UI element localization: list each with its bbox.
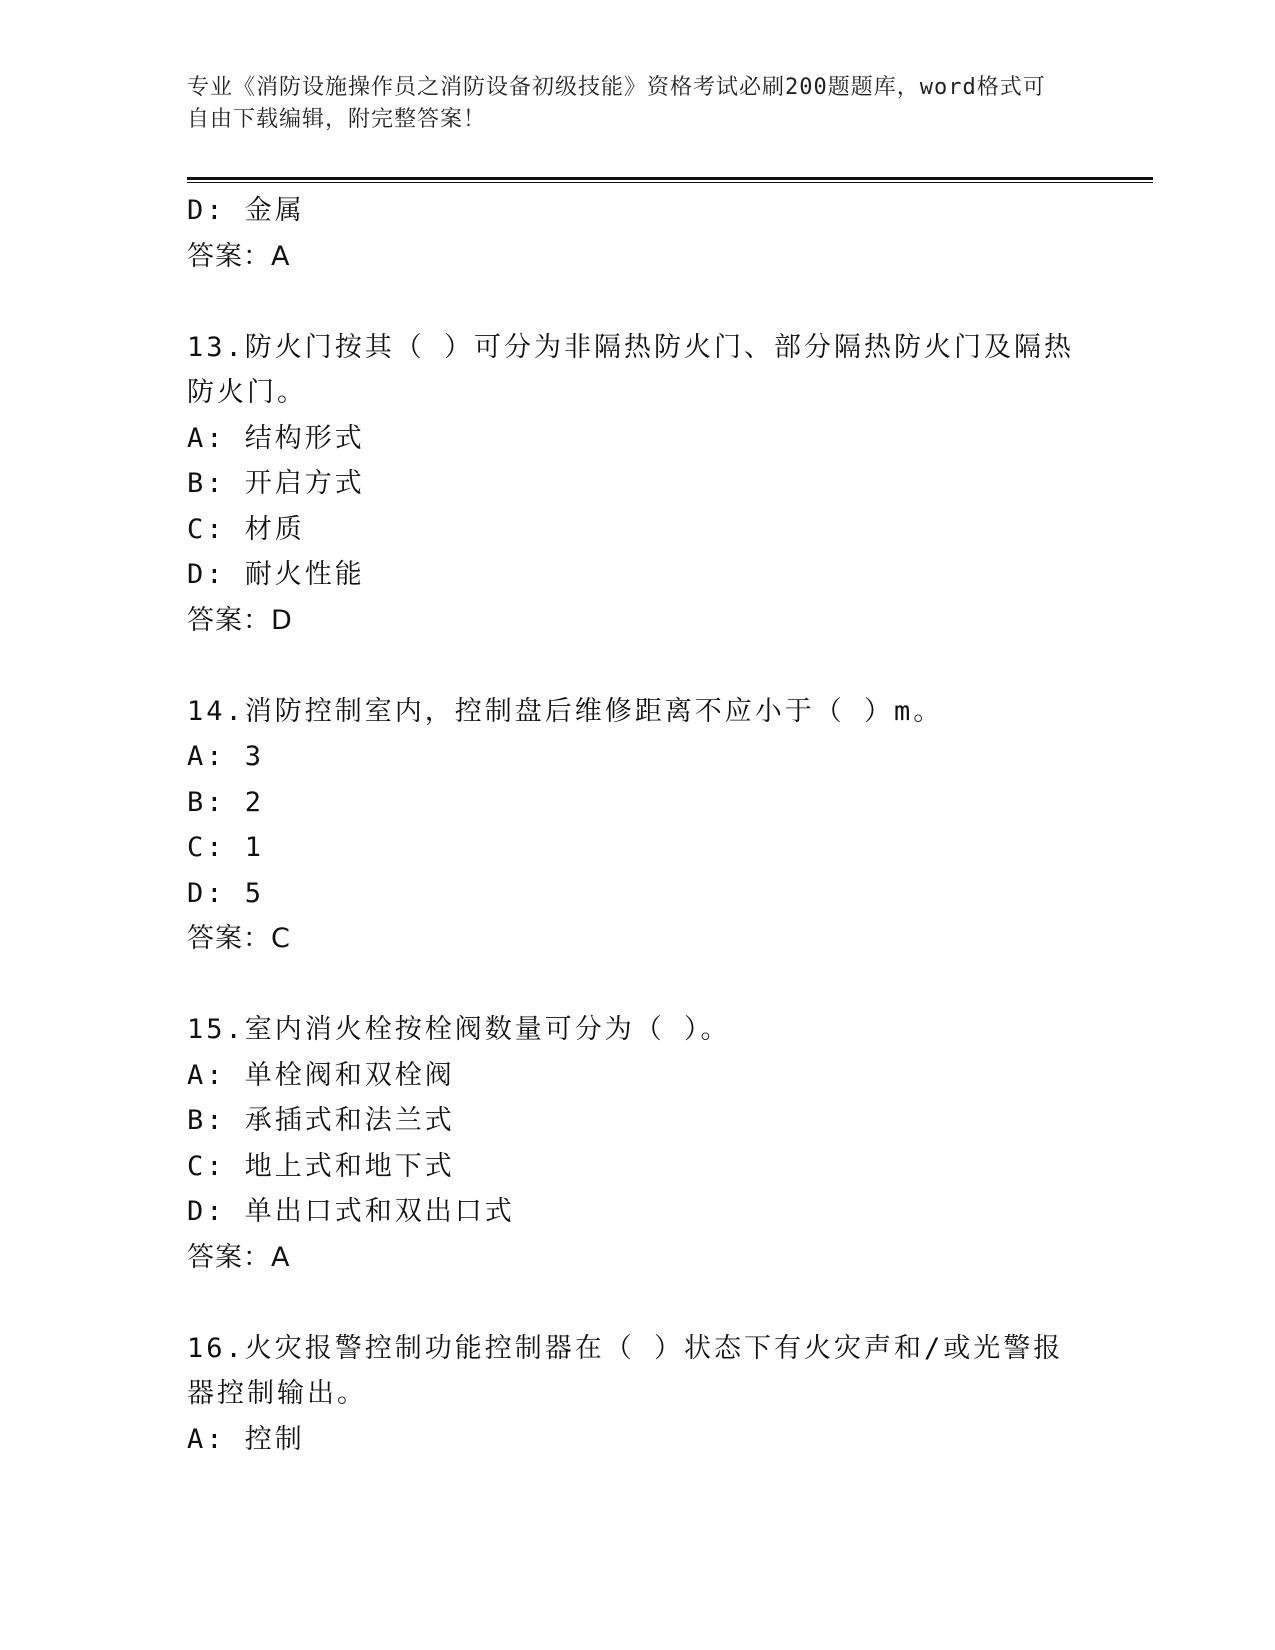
question-16-option-a: A: 控制 (187, 1423, 305, 1455)
question-14-answer: 答案：C (187, 923, 291, 954)
question-15-option-d: D: 单出口式和双出口式 (187, 1196, 515, 1227)
spacer (187, 962, 1087, 1008)
header-title: 专业《消防设施操作员之消防设备初级技能》资格考试必刷200题题库，word格式可自由下载编辑，附完整答案！ (187, 75, 1046, 132)
spacer (187, 643, 1087, 689)
question-13-answer: 答案：D (187, 604, 293, 636)
question-13-option-d: D: 耐火性能 (187, 559, 365, 590)
question-15-option-a: A: 单栓阀和双栓阀 (187, 1059, 455, 1091)
question-14-option-c: C: 1 (187, 832, 265, 863)
question-13-option-c: C: 材质 (187, 513, 305, 545)
question-14-option-b: B: 2 (187, 786, 265, 818)
question-14-option-d: D: 5 (187, 877, 265, 909)
question-15-option-b: B: 承插式和法兰式 (187, 1105, 455, 1136)
carry-over-answer: 答案：A (187, 240, 291, 272)
question-list (187, 188, 1087, 1462)
question-14-option-a: A: 3 (187, 741, 265, 772)
question-15-text: 15.室内消火栓按栓阀数量可分为（ ）。 (187, 1014, 731, 1045)
question-14-text: 14.消防控制室内，控制盘后维修距离不应小于（ ）m。 (187, 695, 944, 727)
question-16-text: 16.火灾报警控制功能控制器在（ ）状态下有火灾声和/或光警报器控制输出。 (187, 1332, 1064, 1409)
question-13-option-b: B: 开启方式 (187, 468, 365, 499)
spacer (187, 1280, 1087, 1326)
carry-over-option-d: D: 金属 (187, 195, 305, 226)
question-15-answer: 答案：A (187, 1241, 291, 1273)
question-13-option-a: A: 结构形式 (187, 422, 365, 454)
header-divider-thick (187, 177, 1153, 180)
question-15-option-c: C: 地上式和地下式 (187, 1150, 455, 1182)
spacer (187, 279, 1087, 325)
document-header (187, 72, 1067, 136)
question-13-text: 13.防火门按其（ ）可分为非隔热防火门、部分隔热防火门及隔热防火门。 (187, 331, 1075, 408)
header-divider-thin (187, 182, 1153, 183)
